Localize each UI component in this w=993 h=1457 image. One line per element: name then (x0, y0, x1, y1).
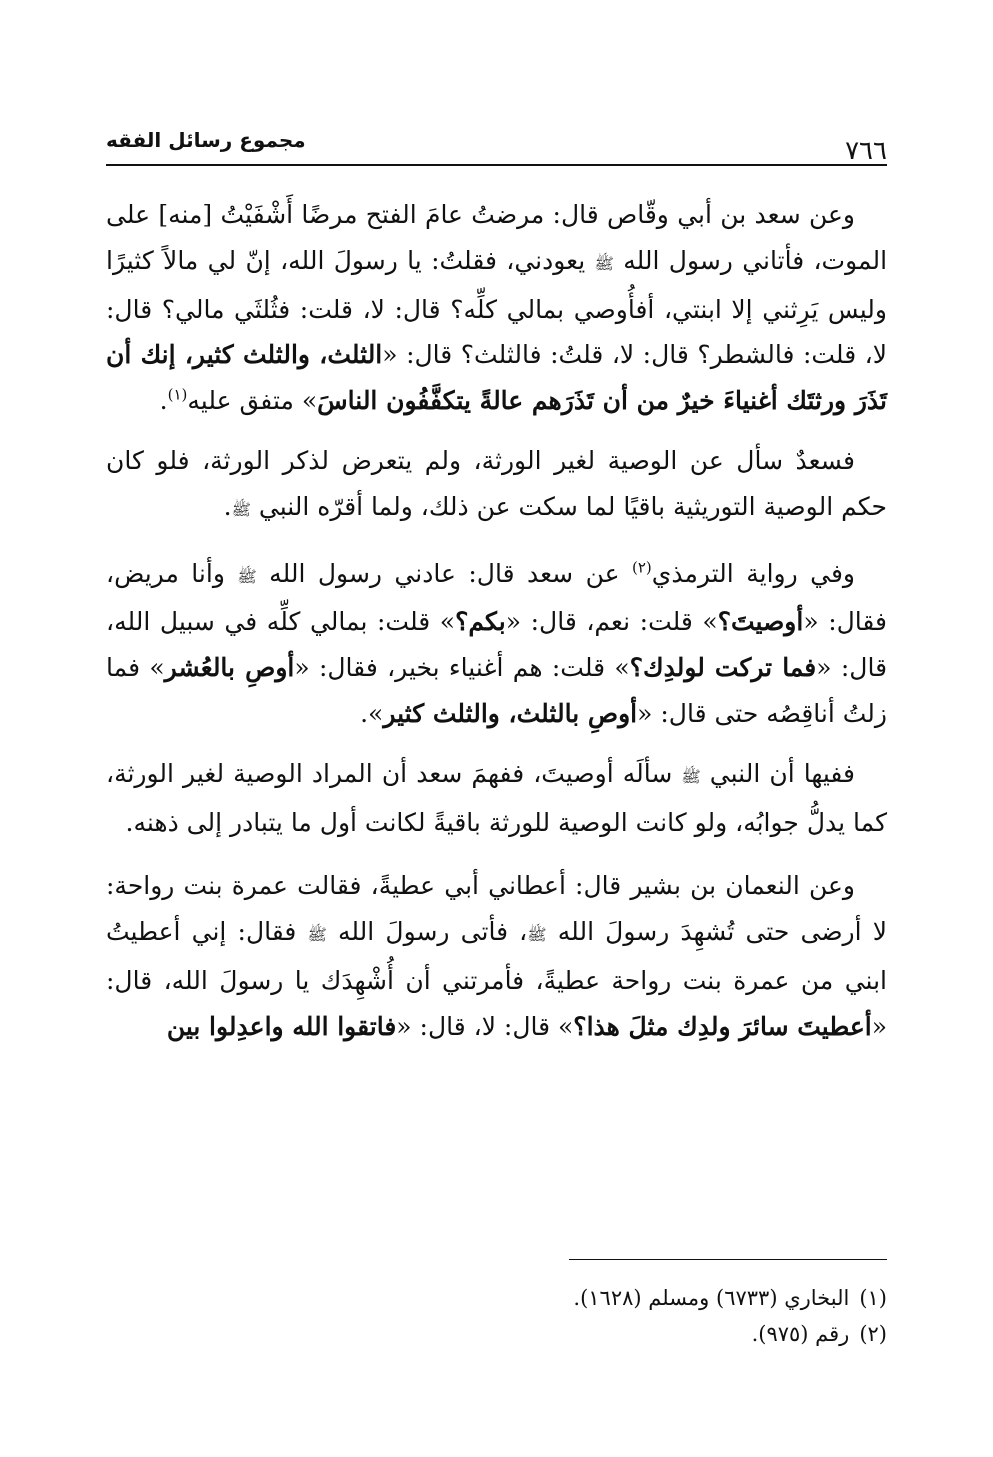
text-segment: » قال: لا، قال: « (396, 1011, 574, 1041)
text-segment: عن سعد قال: عادني رسول الله (269, 558, 620, 588)
footnote-ref-1[interactable]: (١) (167, 385, 188, 404)
text-segment: سألَه أوصيتَ، ففهمَ سعد أن المراد الوصية لغير الورثة، كما يدلُّ جوابُه، ولو كانت الوصية للورثة باقيةً لكانت أول ما يتبادر إلى ذهنه. (106, 758, 887, 837)
salawat-glyph: ﷺ (307, 925, 327, 945)
footnote-divider (569, 1259, 887, 1260)
footnote-1 (106, 1280, 887, 1316)
salawat-glyph: ﷺ (527, 925, 547, 945)
text-segment: وعن النعمان بن بشير قال: أعطاني أبي عطيةً، فقالت عمرة بنت رواحة: لا أرضى حتى تُشهِدَ رسولَ الله (106, 871, 887, 947)
paragraph-5 (106, 863, 887, 1049)
text-segment: فسعدٌ سأل عن الوصية لغير الورثة، ولم يتعرض لذكر الورثة، فلو كان حكم الوصية التوريثية باقيًا لما سكت عن ذلك، ولما أقرّه النبي (106, 445, 887, 521)
text-segment: . (223, 491, 232, 521)
hadith-quote: أوصِ بالثلث، والثلث كثير (383, 698, 638, 728)
footnote-2 (106, 1316, 887, 1352)
salawat-glyph: ﷺ (594, 253, 614, 273)
text-segment: ، فأتى رسولَ الله (338, 917, 528, 947)
paragraph-2 (106, 438, 887, 533)
footnote-text: رقم (٩٧٥). (751, 1322, 850, 1346)
footnote-number: (٢) (859, 1322, 887, 1346)
page-number: ٧٦٦ (845, 136, 887, 166)
text-segment: فقال: إني أعطيتُ ابني من عمرة بنت رواحة عطيةً، فأمرتني أن أُشْهِدَك يا رسولَ الله، قال: « (106, 917, 887, 1041)
text-segment: وفي رواية الترمذي (651, 558, 855, 588)
text-segment: » قلت: هم أغنياء بخير، فقال: « (294, 653, 630, 683)
text-segment: ففيها أن النبي (709, 758, 855, 788)
salawat-glyph: ﷺ (681, 766, 701, 786)
text-segment: » قلت: نعم، قال: « (505, 607, 718, 637)
paragraph-1 (106, 192, 887, 424)
footnote-text: البخاري (٦٧٣٣) ومسلم (١٦٢٨). (573, 1286, 850, 1310)
text-segment: » فما زلتُ أناقِصُه حتى قال: « (106, 653, 887, 728)
text-segment: » متفق عليه (187, 386, 318, 416)
footnotes (106, 1280, 887, 1352)
text-segment: » قلت: بمالي كلِّه في سبيل الله، قال: « (106, 607, 888, 683)
salawat-glyph: ﷺ (237, 566, 257, 586)
hadith-quote: بكم؟ (455, 607, 506, 637)
text-segment: ». (360, 698, 384, 728)
text-segment: وأنا مريض، فقال: « (106, 558, 887, 637)
hadith-quote: أوصِ بالعُشر (164, 653, 295, 683)
book-title: مجموع رسائل الفقه (106, 128, 306, 152)
text-segment: . (159, 386, 168, 416)
hadith-quote: أعطيتَ سائرَ ولدِك مثلَ هذا؟ (573, 1011, 872, 1041)
hadith-quote: الثلث، والثلث كثير، إنك أن تَذَرَ ورثتَك أغنياءَ خيرٌ من أن تَذَرَهم عالةً يتكفَّفُون الناسَ (106, 340, 887, 416)
footnote-ref-2[interactable]: (٢) (631, 558, 652, 577)
text-segment: يعودني، فقلتُ: يا رسولَ الله، إنّ لي مالاً كثيرًا وليس يَرِثني إلا ابنتي، أفأُوصي بمالي كلِّه؟ قال: لا، قلت: فثُلثَي مالي؟ قال: لا، قلت: فالشطر؟ قال: لا، قلتُ: فالثلث؟ قال: « (106, 245, 887, 370)
footnote-number: (١) (859, 1286, 887, 1310)
hadith-quote: فاتقوا الله واعدِلوا بين (166, 1011, 397, 1041)
paragraph-3 (106, 551, 887, 737)
header-divider (106, 164, 887, 166)
paragraph-4 (106, 751, 887, 846)
hadith-quote: أوصيتَ؟ (717, 607, 804, 637)
hadith-quote: فما تركت لولدِك؟ (629, 653, 817, 683)
salawat-glyph: ﷺ (231, 499, 251, 519)
body-text (106, 192, 887, 1064)
text-segment: وعن سعد بن أبي وقّاص قال: مرضتُ عامَ الفتح مرضًا أَشْفَيْتُ [منه] على الموت، فأتاني رسول الله (106, 200, 888, 275)
running-head (106, 128, 887, 166)
